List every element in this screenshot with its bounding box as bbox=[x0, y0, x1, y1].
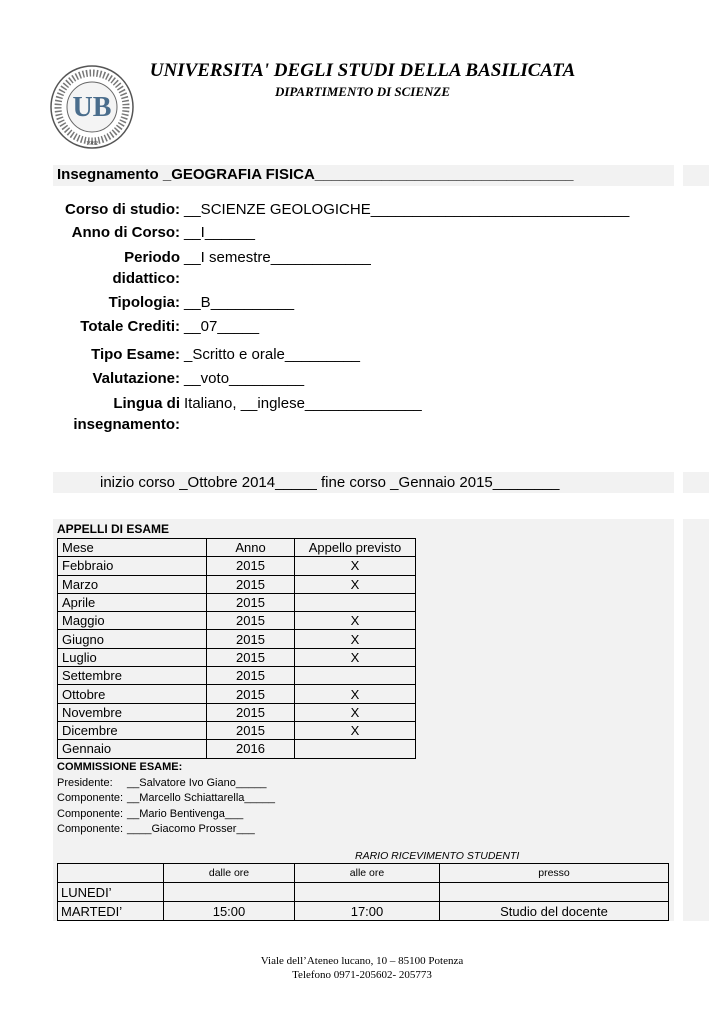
ricevimento-title: RARIO RICEVIMENTO STUDENTI bbox=[355, 850, 520, 862]
cell-month: Luglio bbox=[58, 648, 207, 666]
member-role: Componente: bbox=[57, 807, 124, 820]
commissione-member bbox=[57, 791, 275, 807]
table-row bbox=[58, 721, 416, 739]
cell-appello bbox=[295, 740, 416, 758]
table-header-row bbox=[58, 864, 669, 883]
side-band bbox=[683, 165, 709, 186]
table-row bbox=[58, 902, 669, 921]
footer bbox=[0, 954, 724, 982]
field-label: Tipo Esame: bbox=[91, 346, 180, 363]
cell-place: Studio del docente bbox=[440, 902, 669, 921]
cell-year: 2015 bbox=[207, 721, 295, 739]
svg-text:UB: UB bbox=[72, 92, 112, 123]
table-row bbox=[58, 667, 416, 685]
field-value: __SCIENZE GEOLOGICHE_______________________________ bbox=[184, 201, 630, 218]
cell-month: Gennaio bbox=[58, 740, 207, 758]
cell-appello: X bbox=[295, 557, 416, 575]
commissione-member bbox=[57, 776, 275, 792]
table-row bbox=[58, 883, 669, 902]
cell-month: Maggio bbox=[58, 612, 207, 630]
course-title: Insegnamento _GEOGRAFIA FISICA_______________________________ bbox=[57, 166, 574, 183]
cell-appello bbox=[295, 593, 416, 611]
commissione-member bbox=[57, 807, 275, 823]
field-label: Tipologia: bbox=[108, 294, 180, 311]
member-role: Componente: bbox=[57, 823, 124, 835]
table-row bbox=[58, 593, 416, 611]
cell-year: 2015 bbox=[207, 630, 295, 648]
cell-to bbox=[295, 883, 440, 902]
column-header: Appello previsto bbox=[295, 539, 416, 557]
cell-month: Marzo bbox=[58, 575, 207, 593]
cell-year: 2015 bbox=[207, 648, 295, 666]
column-header: presso bbox=[440, 864, 669, 883]
field-label: Lingua di insegnamento: bbox=[73, 395, 180, 433]
field-value: __I______ bbox=[184, 224, 255, 241]
cell-year: 2015 bbox=[207, 612, 295, 630]
commissione-title: COMMISSIONE ESAME: bbox=[57, 761, 183, 773]
field-label: Valutazione: bbox=[92, 370, 180, 387]
cell-month: Giugno bbox=[58, 630, 207, 648]
field-value: __B__________ bbox=[184, 294, 295, 311]
exam-table bbox=[57, 538, 416, 759]
cell-from bbox=[164, 883, 295, 902]
course-dates: inizio corso _Ottobre 2014_____ fine corso _Gennaio 2015________ bbox=[100, 474, 560, 491]
field-label: Corso di studio: bbox=[65, 201, 180, 218]
column-header bbox=[58, 864, 164, 883]
university-title: UNIVERSITA' DEGLI STUDI DELLA BASILICATA bbox=[149, 60, 576, 81]
cell-year: 2016 bbox=[207, 740, 295, 758]
table-row bbox=[58, 703, 416, 721]
cell-to: 17:00 bbox=[295, 902, 440, 921]
cell-from: 15:00 bbox=[164, 902, 295, 921]
cell-year: 2015 bbox=[207, 575, 295, 593]
cell-appello: X bbox=[295, 648, 416, 666]
department-title: DIPARTIMENTO DI SCIENZE bbox=[274, 84, 451, 99]
column-header: Anno bbox=[207, 539, 295, 557]
ricevimento-table bbox=[57, 863, 669, 921]
cell-day: MARTEDI’ bbox=[58, 902, 164, 921]
member-role: Presidente: bbox=[57, 776, 113, 789]
cell-appello: X bbox=[295, 575, 416, 593]
cell-appello: X bbox=[295, 685, 416, 703]
commissione-block bbox=[57, 760, 275, 838]
field-label: Periodo didattico: bbox=[112, 249, 180, 287]
cell-place bbox=[440, 883, 669, 902]
cell-year: 2015 bbox=[207, 593, 295, 611]
column-header: Mese bbox=[58, 539, 207, 557]
cell-appello: X bbox=[295, 721, 416, 739]
table-row bbox=[58, 685, 416, 703]
table-row bbox=[58, 575, 416, 593]
cell-appello: X bbox=[295, 630, 416, 648]
side-band bbox=[683, 519, 709, 921]
field-value: _Scritto e orale_________ bbox=[184, 346, 360, 363]
cell-month: Aprile bbox=[58, 593, 207, 611]
member-name: __Mario Bentivenga___ bbox=[127, 807, 244, 820]
member-name: ____Giacomo Prosser___ bbox=[127, 823, 255, 835]
table-row bbox=[58, 557, 416, 575]
cell-appello: X bbox=[295, 703, 416, 721]
footer-phone: Telefono 0971-205602- 205773 bbox=[292, 969, 432, 981]
column-header: alle ore bbox=[295, 864, 440, 883]
cell-month: Febbraio bbox=[58, 557, 207, 575]
table-row bbox=[58, 648, 416, 666]
table-row bbox=[58, 740, 416, 758]
column-header: dalle ore bbox=[164, 864, 295, 883]
appelli-title: APPELLI DI ESAME bbox=[57, 522, 170, 536]
cell-year: 2015 bbox=[207, 703, 295, 721]
table-row bbox=[58, 630, 416, 648]
member-name: __Salvatore Ivo Giano_____ bbox=[127, 776, 267, 789]
side-band bbox=[683, 472, 709, 493]
field-label: Anno di Corso: bbox=[71, 224, 180, 241]
field-value: __07_____ bbox=[184, 318, 260, 335]
field-value: Italiano, __inglese______________ bbox=[184, 395, 422, 412]
cell-month: Novembre bbox=[58, 703, 207, 721]
cell-year: 2015 bbox=[207, 685, 295, 703]
commissione-member bbox=[57, 822, 275, 838]
cell-month: Ottobre bbox=[58, 685, 207, 703]
cell-appello: X bbox=[295, 612, 416, 630]
cell-appello bbox=[295, 667, 416, 685]
cell-month: Settembre bbox=[58, 667, 207, 685]
cell-year: 2015 bbox=[207, 557, 295, 575]
table-header-row bbox=[58, 539, 416, 557]
university-logo bbox=[44, 64, 140, 150]
footer-address: Viale dell’Ateneo lucano, 10 – 85100 Potenza bbox=[260, 955, 464, 967]
cell-day: LUNEDI’ bbox=[58, 883, 164, 902]
member-name: __Marcello Schiattarella_____ bbox=[127, 792, 275, 804]
field-value: __I semestre____________ bbox=[184, 249, 371, 266]
field-value: __voto_________ bbox=[184, 370, 305, 387]
table-row bbox=[58, 612, 416, 630]
field-label: Totale Crediti: bbox=[80, 318, 180, 335]
member-role: Componente: bbox=[57, 792, 124, 804]
cell-year: 2015 bbox=[207, 667, 295, 685]
cell-month: Dicembre bbox=[58, 721, 207, 739]
svg-text:1982: 1982 bbox=[86, 141, 98, 147]
